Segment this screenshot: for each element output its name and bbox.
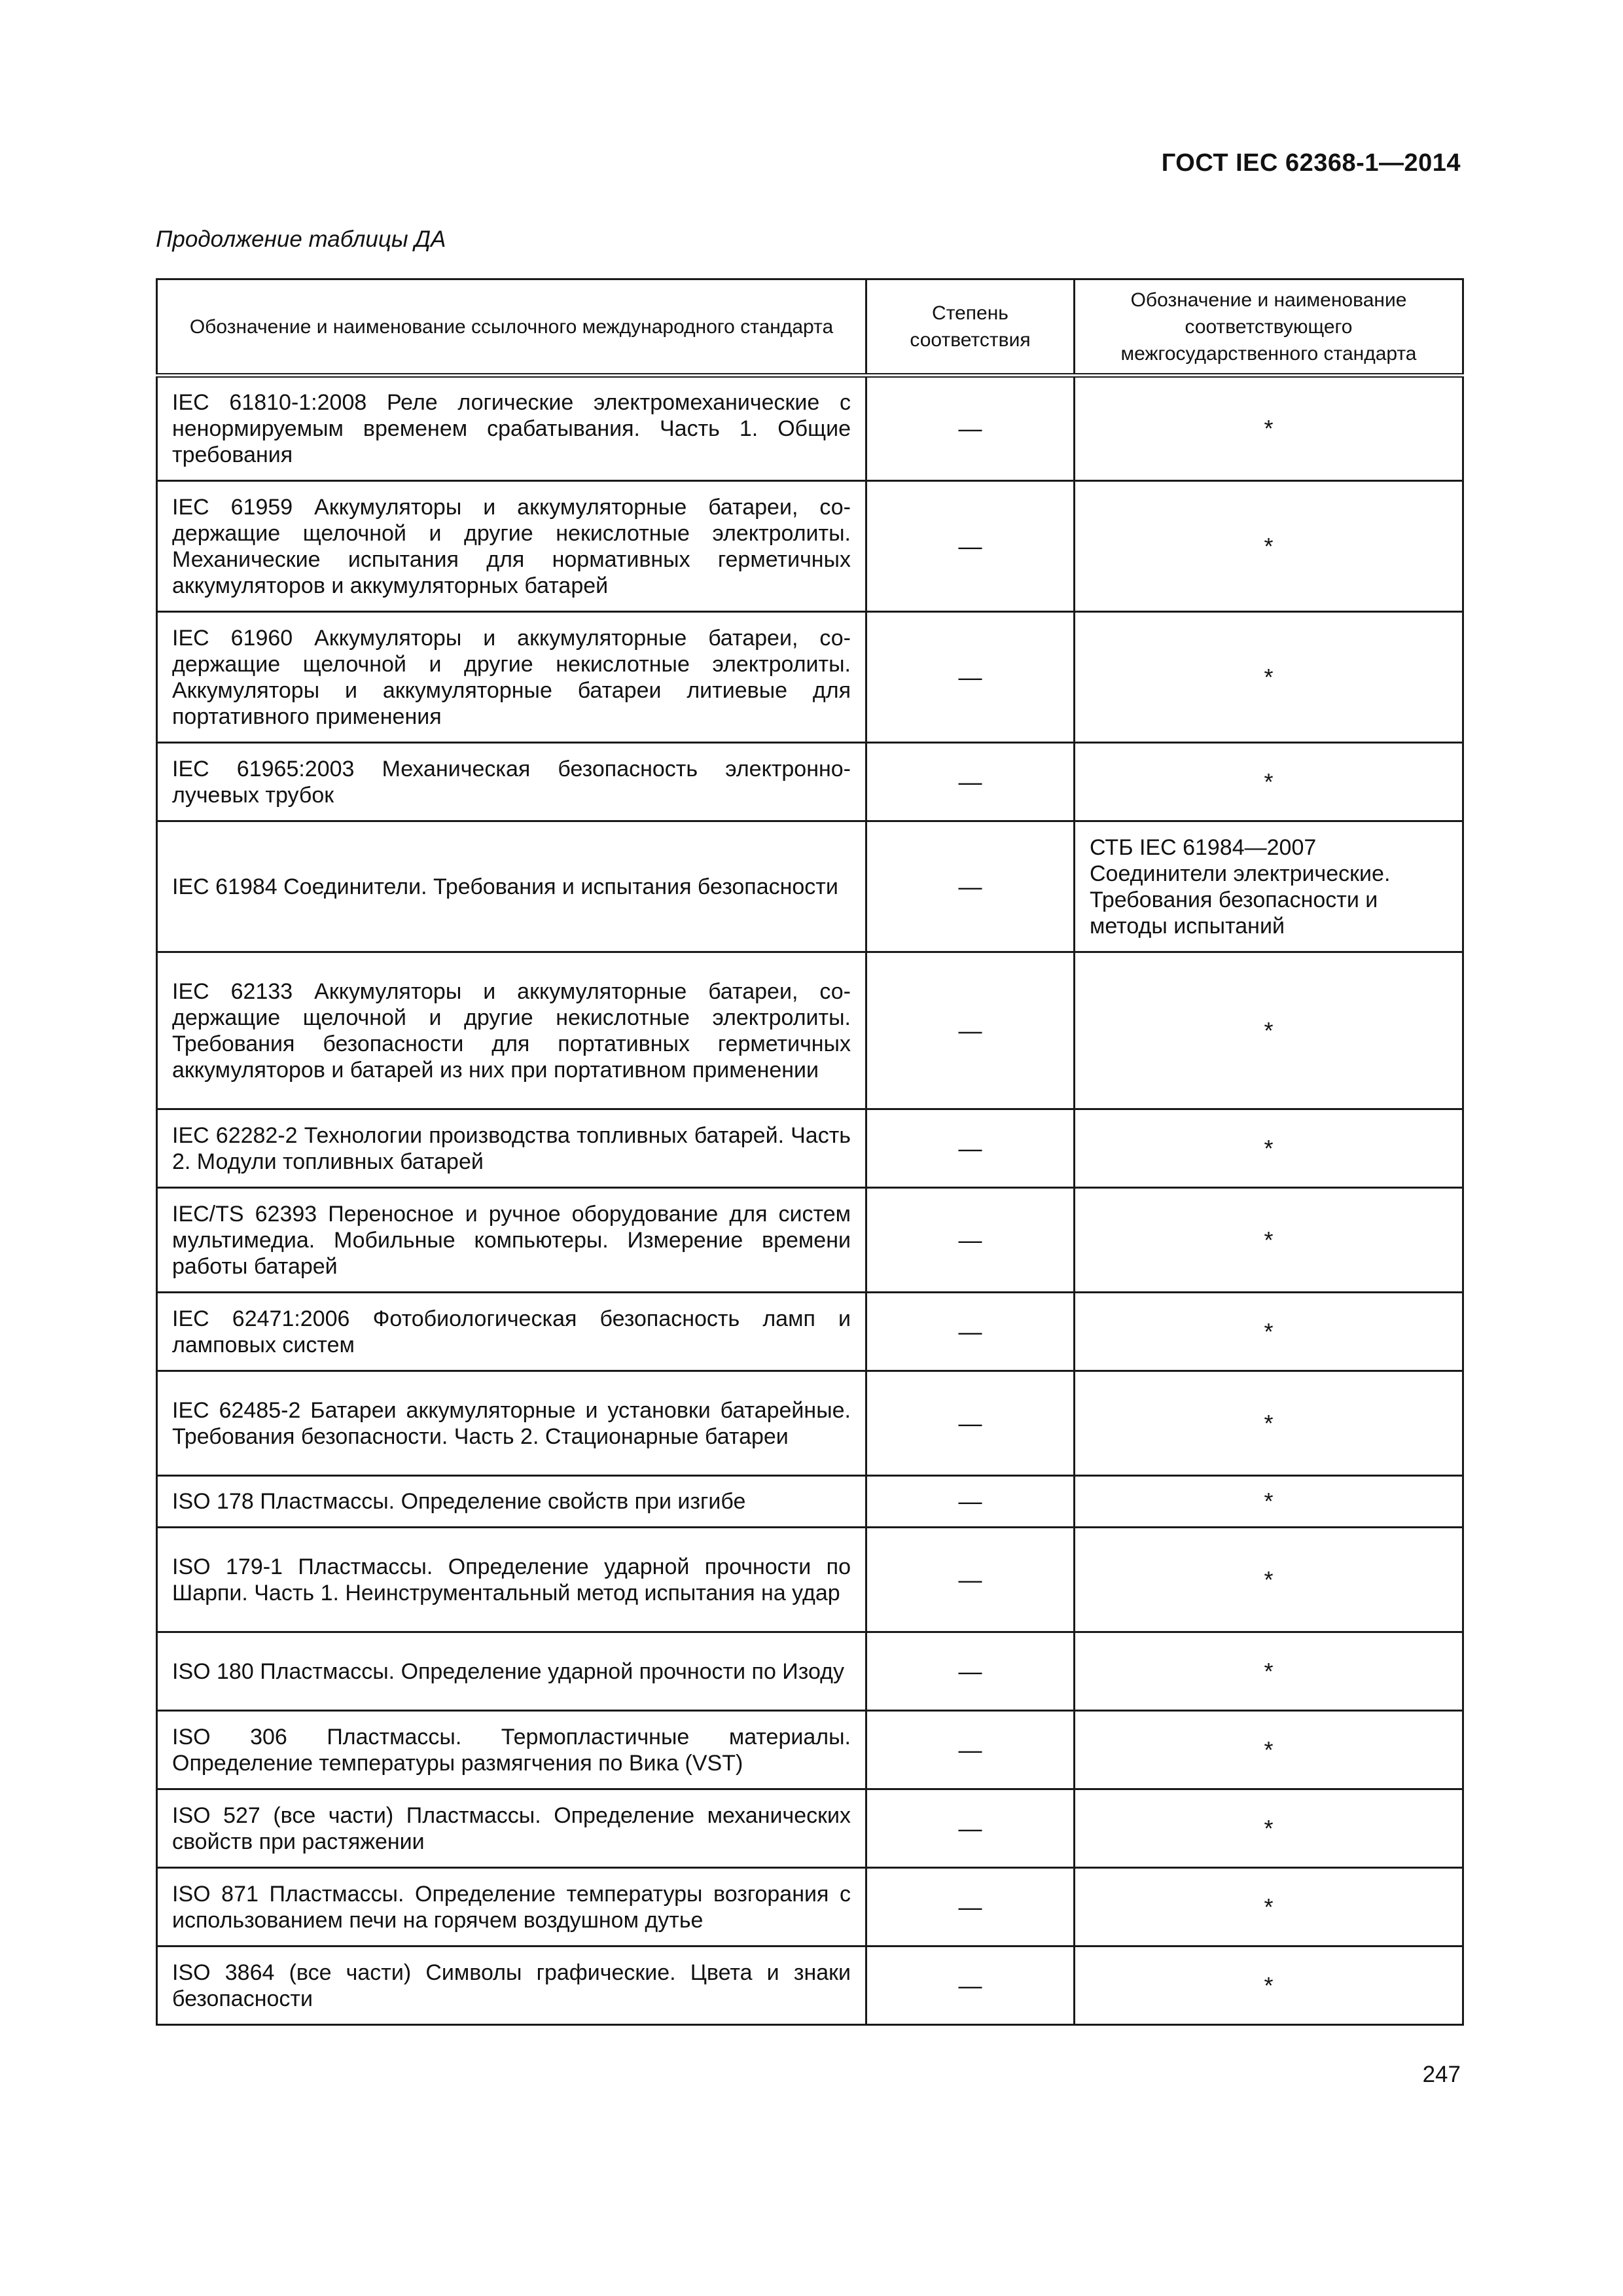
table-row <box>157 952 1463 1109</box>
standard-name-cell: IEC/TS 62393 Переносное и ручное оборудование для систем мультимедиа. Мобильные компьютеры. Измерение времени работы батарей <box>157 1188 866 1293</box>
document-code: ГОСТ IEC 62368-1—2014 <box>1161 149 1461 177</box>
degree-cell: — <box>866 1293 1075 1371</box>
degree-cell: — <box>866 1868 1075 1946</box>
degree-cell: — <box>866 1711 1075 1789</box>
equivalent-cell: * <box>1075 952 1463 1109</box>
degree-cell: — <box>866 1632 1075 1711</box>
standard-name-cell: IEC 62282-2 Технологии производства топливных батарей. Часть 2. Модули топливных батарей <box>157 1109 866 1188</box>
equivalent-cell: СТБ IEC 61984—2007 Соединители электрические. Требования безопасности и методы испытаний <box>1075 821 1463 952</box>
degree-cell: — <box>866 481 1075 612</box>
page-number: 247 <box>1422 2062 1461 2087</box>
equivalent-cell: * <box>1075 1528 1463 1632</box>
equivalent-cell: * <box>1075 1109 1463 1188</box>
equivalent-cell: * <box>1075 1293 1463 1371</box>
degree-cell: — <box>866 1476 1075 1528</box>
standard-name-cell: ISO 871 Пластмассы. Определение температуры возгорания с использованием печи на горячем воздушном дутье <box>157 1868 866 1946</box>
equivalent-cell: * <box>1075 376 1463 481</box>
degree-cell: — <box>866 1789 1075 1868</box>
degree-cell: — <box>866 376 1075 481</box>
degree-cell: — <box>866 743 1075 821</box>
degree-cell: — <box>866 1188 1075 1293</box>
equivalent-cell: * <box>1075 1868 1463 1946</box>
standard-name-cell: IEC 61810-1:2008 Реле логические электромеханические с ненормируемым временем срабатывания. Часть 1. Общие требования <box>157 376 866 481</box>
standard-name-cell: IEC 61960 Аккумуляторы и аккумуляторные батареи, содержащие щелочной и другие некислотные электролиты. Аккумуляторы и аккумуляторные батареи литиевые для портативного применения <box>157 612 866 743</box>
equivalent-cell: * <box>1075 1371 1463 1476</box>
equivalent-cell: * <box>1075 743 1463 821</box>
equivalent-cell: * <box>1075 481 1463 612</box>
standard-name-cell: ISO 179-1 Пластмассы. Определение ударной прочности по Шарпи. Часть 1. Неинструментальный метод испытания на удар <box>157 1528 866 1632</box>
equivalent-cell: * <box>1075 1632 1463 1711</box>
table-row <box>157 376 1463 481</box>
standard-name-cell: IEC 62133 Аккумуляторы и аккумуляторные батареи, содержащие щелочной и другие некислотные электролиты. Требования безопасности для портативных герметичных аккумуляторов и батарей из них при портативном применении <box>157 952 866 1109</box>
table-row <box>157 1109 1463 1188</box>
equivalent-cell: * <box>1075 1946 1463 2025</box>
column-header-degree: Степень соответствия <box>866 279 1075 376</box>
standards-table <box>156 278 1464 2026</box>
degree-cell: — <box>866 1371 1075 1476</box>
table-row <box>157 1528 1463 1632</box>
column-header-interstate-standard: Обозначение и наименование соответствующего межгосударственного стандарта <box>1075 279 1463 376</box>
standard-name-cell: IEC 62485-2 Батареи аккумуляторные и установки батарейные. Требования безопасности. Часть 2. Стационарные батареи <box>157 1371 866 1476</box>
equivalent-cell: * <box>1075 1188 1463 1293</box>
standard-name-cell: IEC 61959 Аккумуляторы и аккумуляторные батареи, содержащие щелочной и другие некислотные электролиты. Механические испытания для нормативных герметичных аккумуляторов и аккумуляторных батарей <box>157 481 866 612</box>
table-row <box>157 1868 1463 1946</box>
standard-name-cell: IEC 62471:2006 Фотобиологическая безопасность ламп и ламповых систем <box>157 1293 866 1371</box>
table-row <box>157 612 1463 743</box>
standard-name-cell: ISO 3864 (все части) Символы графические. Цвета и знаки безопасности <box>157 1946 866 2025</box>
table-row <box>157 1293 1463 1371</box>
table-row <box>157 1476 1463 1528</box>
equivalent-cell: * <box>1075 1789 1463 1868</box>
standard-name-cell: ISO 306 Пластмассы. Термопластичные материалы. Определение температуры размягчения по Вика (VST) <box>157 1711 866 1789</box>
table-row <box>157 1371 1463 1476</box>
equivalent-cell: * <box>1075 612 1463 743</box>
standard-name-cell: IEC 61984 Соединители. Требования и испытания безопасности <box>157 821 866 952</box>
table-header-row <box>157 279 1463 376</box>
table-row <box>157 1946 1463 2025</box>
standard-name-cell: ISO 178 Пластмассы. Определение свойств при изгибе <box>157 1476 866 1528</box>
standard-name-cell: ISO 180 Пластмассы. Определение ударной прочности по Изоду <box>157 1632 866 1711</box>
table-row <box>157 1632 1463 1711</box>
standard-name-cell: ISO 527 (все части) Пластмассы. Определение механических свойств при растяжении <box>157 1789 866 1868</box>
degree-cell: — <box>866 1528 1075 1632</box>
standard-name-cell: IEC 61965:2003 Механическая безопасность электронно-лучевых трубок <box>157 743 866 821</box>
equivalent-cell: * <box>1075 1476 1463 1528</box>
degree-cell: — <box>866 612 1075 743</box>
table-continuation-caption: Продолжение таблицы ДА <box>156 226 446 252</box>
equivalent-cell: * <box>1075 1711 1463 1789</box>
table-row <box>157 743 1463 821</box>
degree-cell: — <box>866 952 1075 1109</box>
table-row <box>157 481 1463 612</box>
column-header-international-standard: Обозначение и наименование ссылочного международного стандарта <box>157 279 866 376</box>
degree-cell: — <box>866 1109 1075 1188</box>
table-row <box>157 1188 1463 1293</box>
table-row <box>157 1711 1463 1789</box>
degree-cell: — <box>866 821 1075 952</box>
degree-cell: — <box>866 1946 1075 2025</box>
table-row <box>157 1789 1463 1868</box>
table-row <box>157 821 1463 952</box>
